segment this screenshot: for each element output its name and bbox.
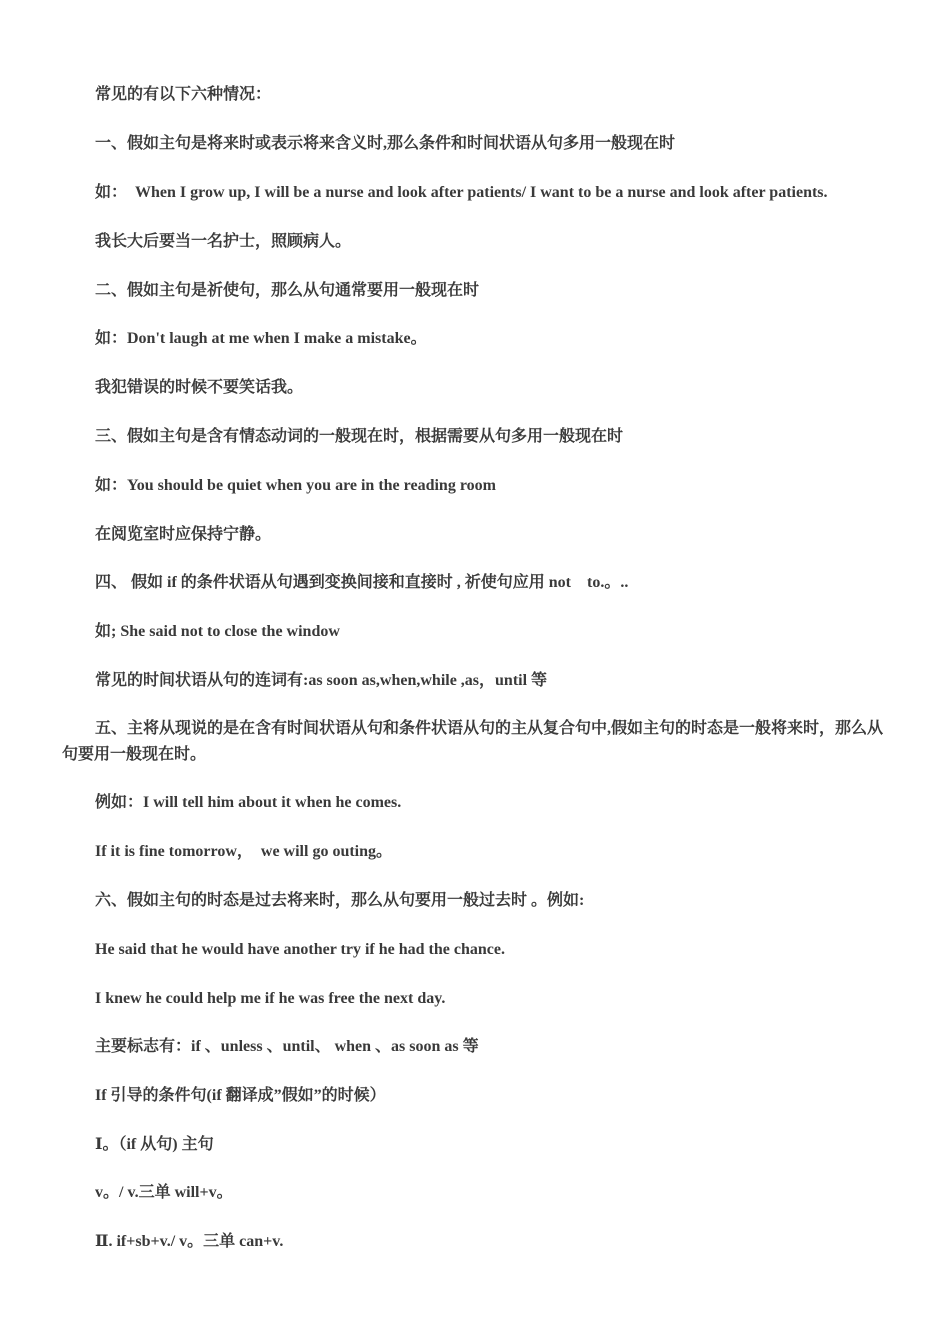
- paragraph-pattern-two: Ⅱ. if+sb+v./ v。三单 can+v.: [95, 1233, 284, 1250]
- paragraph-example-six-b: I knew he could help me if he was free the next day.: [95, 990, 446, 1007]
- paragraph-if-heading: If 引导的条件句(if 翻译成”假如”的时候）: [95, 1087, 386, 1104]
- paragraph-rule-two: 二、假如主句是祈使句，那么从句通常要用一般现在时: [95, 282, 480, 299]
- paragraph-rule-six: 六、假如主句的时态是过去将来时，那么从句要用一般过去时 。例如:: [95, 892, 585, 909]
- paragraph-pattern-one: Ⅰ。（if 从句) 主句: [95, 1136, 214, 1153]
- paragraph-intro: 常见的有以下六种情况：: [95, 86, 272, 103]
- paragraph-rule-five: 五、主将从现说的是在含有时间状语从句和条件状语从句的主从复合句中,假如主句的时态是一般将来时，那么从句要用一般现在时。: [62, 720, 884, 763]
- paragraph-rule-three: 三、假如主句是含有情态动词的一般现在时，根据需要从句多用一般现在时: [95, 428, 624, 445]
- paragraph-rule-one: 一、假如主句是将来时或表示将来含义时,那么条件和时间状语从句多用一般现在时: [95, 135, 676, 152]
- paragraph-rule-four: 四、 假如 if 的条件状语从句遇到变换间接和直接时 , 祈使句应用 not to.。..: [95, 574, 629, 591]
- paragraph-pattern-one-verb: v。/ v.三单 will+v。: [95, 1184, 233, 1201]
- paragraph-conjunctions: 常见的时间状语从句的连词有:as soon as,when,while ,as，until 等: [95, 672, 548, 689]
- paragraph-example-five-b: If it is fine tomorrow， we will go outing。: [95, 843, 393, 860]
- paragraph-translation-one: 我长大后要当一名护士，照顾病人。: [95, 233, 352, 250]
- paragraph-example-four: 如; She said not to close the window: [95, 623, 340, 640]
- paragraph-example-one: 如： When I grow up, I will be a nurse and look after patients/ I want to be a nurse and look after patients.: [95, 184, 828, 201]
- paragraph-example-three: 如：You should be quiet when you are in the reading room: [95, 477, 496, 494]
- paragraph-example-six-a: He said that he would have another try if he had the chance.: [95, 941, 505, 958]
- paragraph-example-five-a: 例如：I will tell him about it when he comes.: [95, 794, 402, 811]
- paragraph-example-two: 如：Don't laugh at me when I make a mistake。: [95, 330, 427, 347]
- paragraph-markers: 主要标志有：if 、unless 、until、 when 、as soon as 等: [95, 1038, 479, 1055]
- paragraph-translation-two: 我犯错误的时候不要笑话我。: [95, 379, 304, 396]
- paragraph-translation-three: 在阅览室时应保持宁静。: [95, 526, 272, 543]
